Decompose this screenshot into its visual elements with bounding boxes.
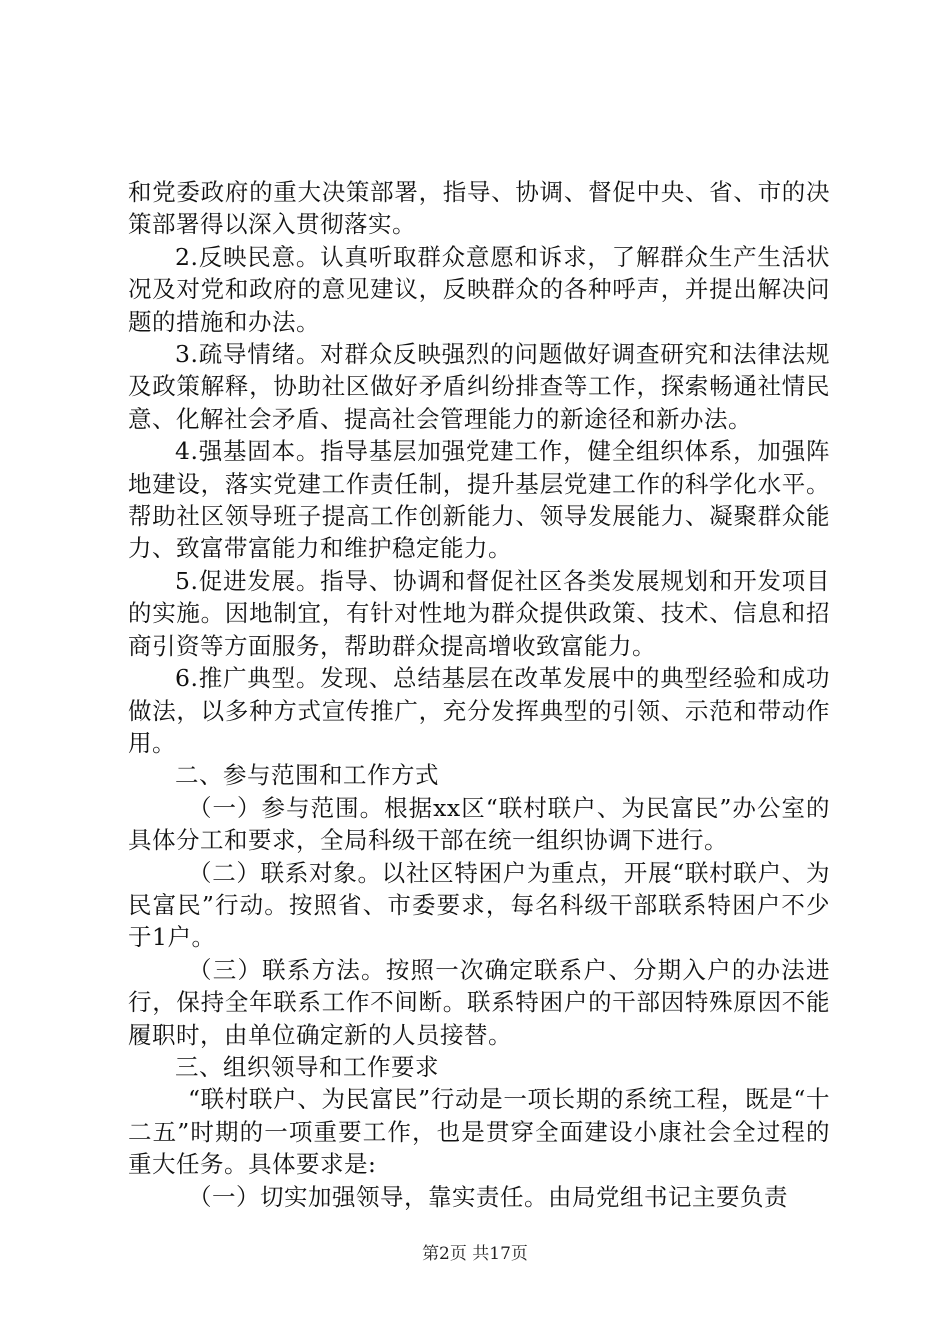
paragraph-item-4: 4.强基固本。指导基层加强党建工作，健全组织体系，加强阵地建设，落实党建工作责任制，提升基层党建工作的科学化水平。帮助社区领导班子提高工作创新能力、领导发展能力、凝聚群众能力、致富带富能力和维护稳定能力。 xyxy=(128,437,830,563)
page-footer: 第2页 共17页 xyxy=(422,1244,528,1264)
document-body xyxy=(128,176,830,1213)
paragraph-item-5: 5.促进发展。指导、协调和督促社区各类发展规划和开发项目的实施。因地制宜，有针对性地为群众提供政策、技术、信息和招商引资等方面服务，帮助群众提高增收致富能力。 xyxy=(128,566,830,660)
paragraph-item-2: 2.反映民意。认真听取群众意愿和诉求，了解群众生产生活状况及对党和政府的意见建议，反映群众的各种呼声，并提出解决问题的措施和办法。 xyxy=(128,242,830,336)
paragraph-method: （三）联系方法。按照一次确定联系户、分期入户的办法进行，保持全年联系工作不间断。联系特困户的干部因特殊原因不能履职时，由单位确定新的人员接替。 xyxy=(128,955,830,1049)
section-heading-2: 二、参与范围和工作方式 xyxy=(175,761,439,790)
paragraph-overview: “联村联户、为民富民”行动是一项长期的系统工程，既是“十二五”时期的一项重要工作，也是贯穿全面建设小康社会全过程的重大任务。具体要求是: xyxy=(128,1085,830,1179)
paragraph-item-6: 6.推广典型。发现、总结基层在改革发展中的典型经验和成功做法，以多种方式宣传推广，充分发挥典型的引领、示范和带动作用。 xyxy=(128,664,830,757)
paragraph-continuation: 和党委政府的重大决策部署，指导、协调、督促中央、省、市的决策部署得以深入贯彻落实。 xyxy=(128,178,830,239)
paragraph-contacts: （二）联系对象。以社区特困户为重点，开展“联村联户、为民富民”行动。按照省、市委要求，每名科级干部联系特困户不少于1户。 xyxy=(128,858,830,952)
section-heading-3: 三、组织领导和工作要求 xyxy=(175,1052,439,1081)
paragraph-scope: （一）参与范围。根据xx区“联村联户、为民富民”办公室的具体分工和要求，全局科级干部在统一组织协调下进行。 xyxy=(128,793,830,855)
paragraph-item-3: 3.疏导情绪。对群众反映强烈的问题做好调查研究和法律法规及政策解释，协助社区做好矛盾纠纷排查等工作，探索畅通社情民意、化解社会矛盾、提高社会管理能力的新途径和新办法。 xyxy=(128,340,830,433)
paragraph-leadership: （一）切实加强领导，靠实责任。由局党组书记主要负责 xyxy=(188,1182,788,1211)
